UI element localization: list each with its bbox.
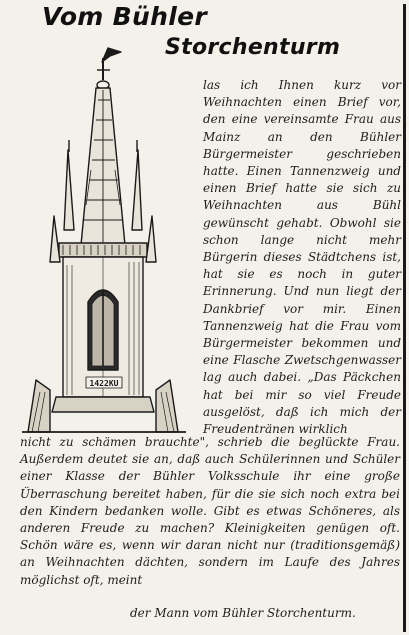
article-signature: der Mann vom Bühler Storchenturm. <box>130 606 356 620</box>
clipping-edge <box>403 4 406 632</box>
storchenturm-illustration <box>18 40 190 435</box>
article-body-continuation: nicht zu schämen brauchte", schrieb die beglückte Frau. Außerdem deutet sie an, daß auch Schülerinnen und Schüler einer Klasse der Bühler Volksschule ihr eine große Überraschung bereitet haben, für die sie sich noch extra bei den Kindern bedanken wolle. Gibt es etwas Schöneres, als anderen Freude zu machen? Kleinigkeiten genügen oft. Schön wäre es, wenn wir daran nicht nur (traditionsgemäß) an Weihnachten dächten, sondern im Laufe des Jahres möglichst oft, meint <box>20 435 400 587</box>
article-body-column: las ich Ihnen kurz vor Weihnachten einen Brief vor, den eine vereinsamte Frau aus Mainz an den Bühler Bürgermeister geschrieben hatte. Einen Tannenzweig und einen Brief hatte sie sich zu Weihnachten aus Bühl gewünscht gehabt. Obwohl sie schon lange nicht mehr Bürgerin dieses Städtchens ist, hat sie es noch in guter Erinnerung. Und nun liegt der Dankbrief vor mir. Einen Tannenzweig hat die Frau vom Bürgermeister bekommen und eine Flasche Zwetschgenwasser lag auch dabei. „Das Päckchen hat bei mir so viel Freude ausgelöst, daß ich mich der Freudentränen wirklich <box>203 78 401 437</box>
tower-inscription: 1422KU <box>89 379 119 388</box>
headline-line-2: Storchenturm <box>165 35 341 60</box>
headline-line-1: Vom Bühler <box>42 2 207 31</box>
